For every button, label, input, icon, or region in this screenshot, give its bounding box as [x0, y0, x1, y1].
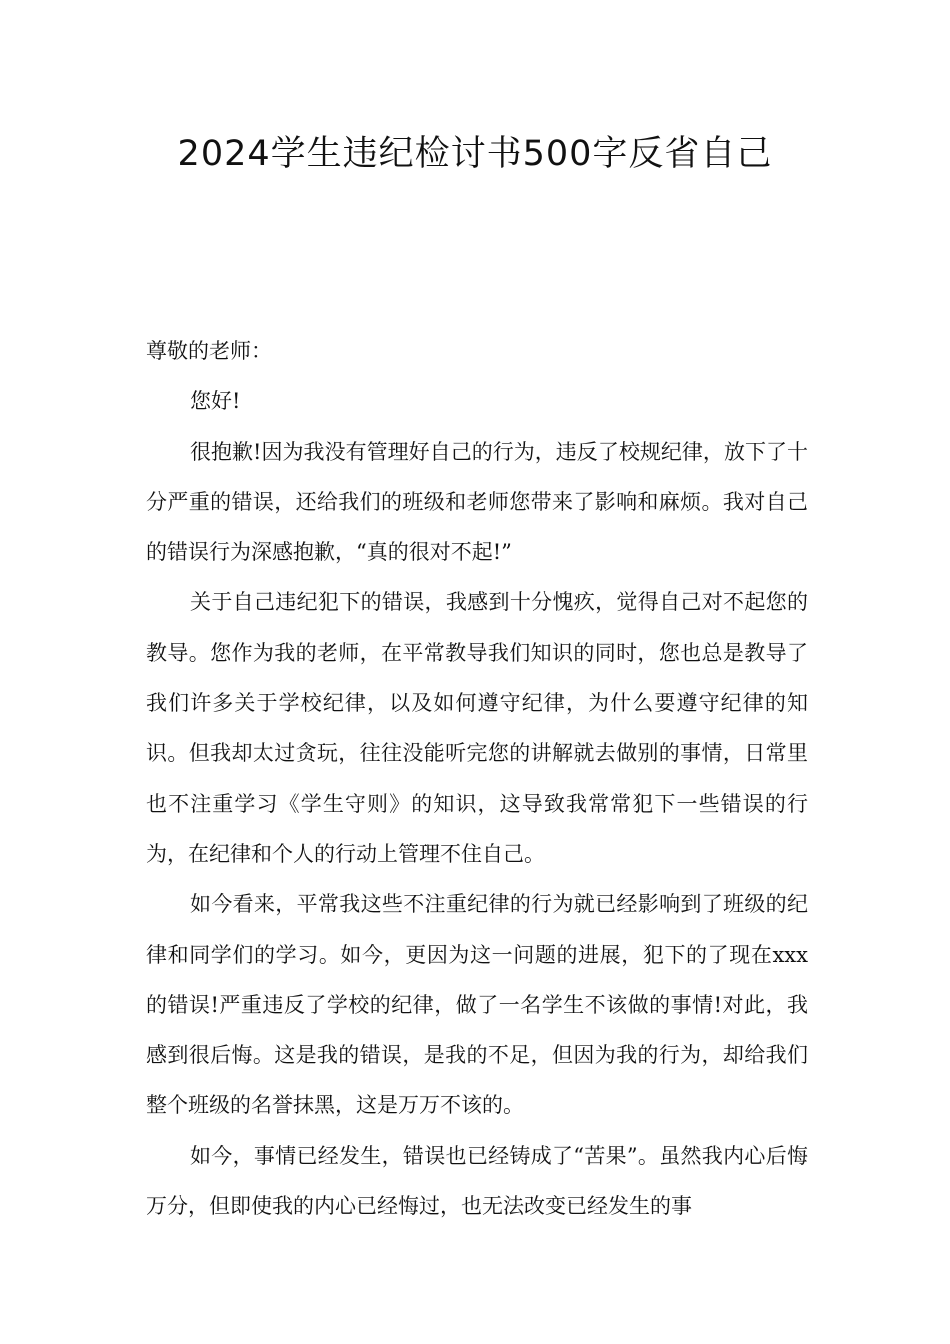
document-title: 2024学生违纪检讨书500字反省自己	[177, 134, 773, 174]
paragraph-apology: 很抱歉!因为我没有管理好自己的行为，违反了校规纪律，放下了十分严重的错误，还给我们的班级和老师您带来了影响和麻烦。我对自己的错误行为深感抱歉，“真的很对不起!”	[146, 439, 808, 565]
salutation: 尊敬的老师：	[146, 339, 272, 363]
paragraph-reflection: 关于自己违纪犯下的错误，我感到十分愧疚，觉得自己对不起您的教导。您作为我的老师，在平常教导我们知识的同时，您也总是教导了我们许多关于学校纪律，以及如何遵守纪律，为什么要遵守纪律的知识。但我却太过贪玩，往往没能听完您的讲解就去做别的事情，日常里也不注重学习《学生守则》的知识，这导致我常常犯下一些错误的行为，在纪律和个人的行动上管理不住自己。	[146, 590, 808, 866]
paragraph-regret: 如今，事情已经发生，错误也已经铸成了“苦果”。虽然我内心后悔万分，但即使我的内心已经悔过，也无法改变已经发生的事	[146, 1143, 808, 1219]
greeting: 您好!	[190, 389, 241, 414]
document-body	[146, 326, 808, 1231]
paragraph-consequence: 如今看来，平常我这些不注重纪律的行为就已经影响到了班级的纪律和同学们的学习。如今，更因为这一问题的进展，犯下的了现在xxx的错误!严重违反了学校的纪律，做了一名学生不该做的事情!对此，我感到很后悔。这是我的错误，是我的不足，但因为我的行为，却给我们整个班级的名誉抹黑，这是万万不该的。	[146, 892, 808, 1118]
